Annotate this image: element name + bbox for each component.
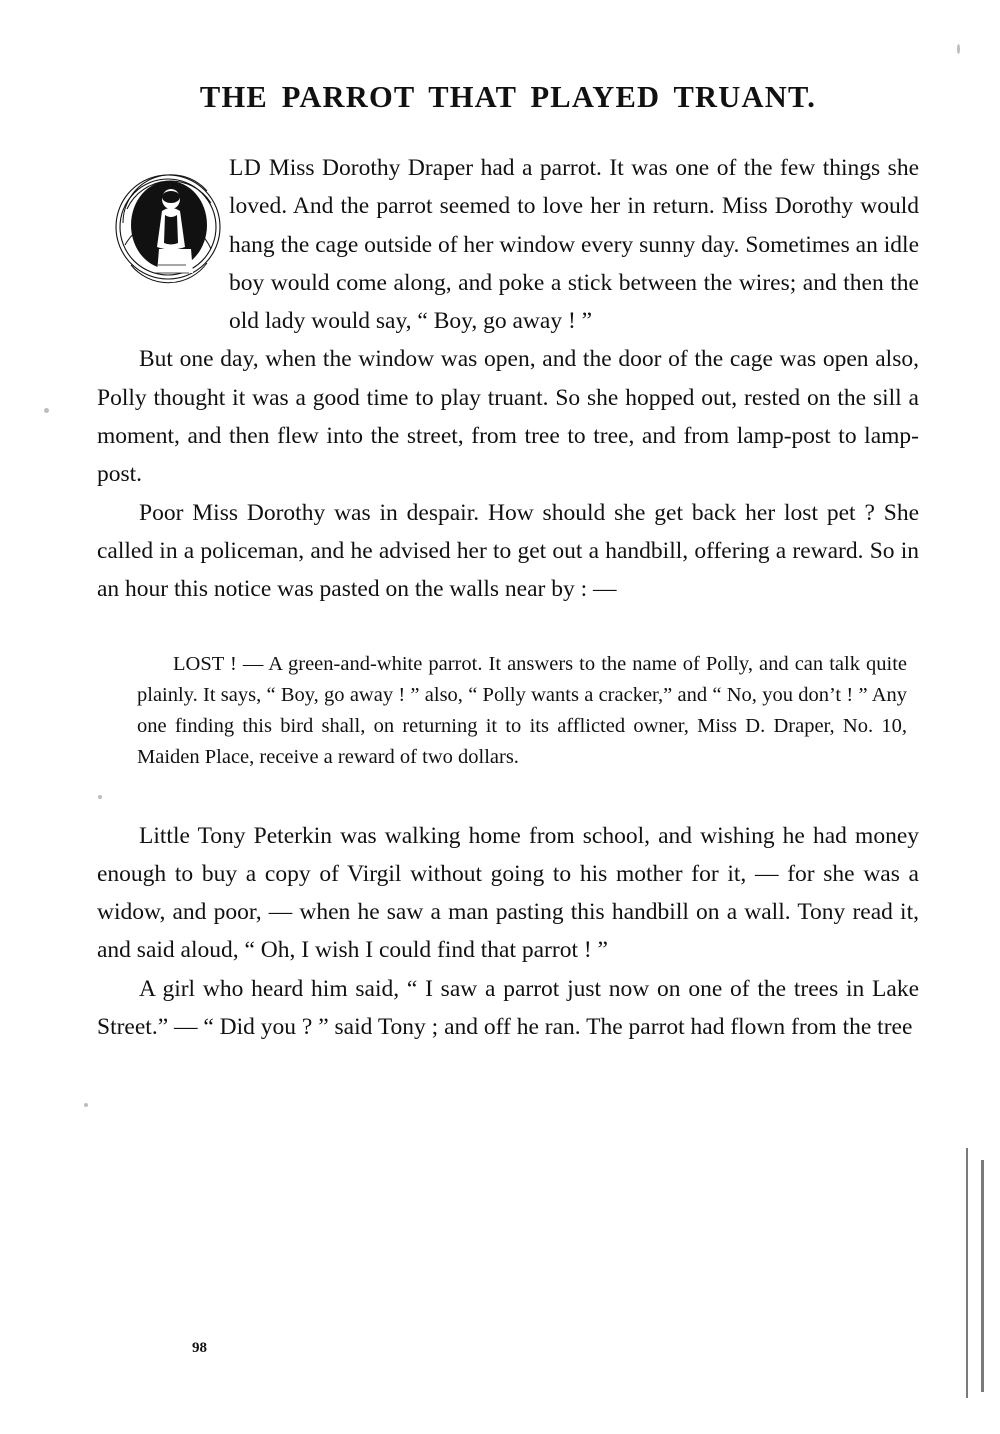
scan-speck (44, 408, 49, 413)
page-title: THE PARROT THAT PLAYED TRUANT. (199, 80, 817, 114)
scan-speck (957, 44, 960, 54)
notice-text: LOST ! — A green-and-white parrot. It answers to the name of Polly, and can talk quite plainly. It says, “ Boy, go away ! ” also, “ Polly wants a cracker,” and “ No, you don’t ! ” Any one finding this bird shall, on returning it to its afflicted owner, Miss D. Draper, No. 10, Maiden Place, receive a reward of two dollars. (137, 652, 907, 768)
paragraph: A girl who heard him said, “ I saw a parrot just now on one of the trees in Lake Street.” — “ Did you ? ” said Tony ; and off he ran. The parrot had flown from the tree (97, 975, 919, 1041)
paragraph: Poor Miss Dorothy was in despair. How should she get back her lost pet ? She called in a policeman, and he advised her to get out a handbill, offering a reward. So in an hour this notice was pasted on the walls near by : — (97, 499, 919, 603)
decorative-illuminated-initial (105, 153, 215, 303)
page-edge-artifact (981, 1160, 984, 1392)
section-gap (97, 773, 919, 817)
paragraph-lead-word: LD (229, 155, 262, 181)
medallion-woman-portrait-icon (115, 153, 221, 301)
page-number: 98 (192, 1340, 207, 1356)
notice-indent-spacer (137, 653, 173, 675)
paragraph: Little Tony Peterkin was walking home from school, and wishing he had money enough to buy a copy of Virgil without going to his mother for it, — for she was a widow, and poor, — when he saw a man pasting this handbill on a wall. Tony read it, and said aloud, “ Oh, I wish I could find that parrot ! ” (97, 822, 919, 964)
handbill-notice (97, 649, 919, 773)
scan-speck (84, 1103, 88, 1107)
page-content (97, 80, 919, 1046)
paragraph-text: Miss Dorothy Draper had a parrot. It was one of the few things she loved. And the parrot seemed to love her in return. Miss Dorothy would hang the cage outside of her window every sunny day. Sometimes an idle boy would come along, and poke a stick between the wires; and then the old lady would say, “ Boy, go away ! ” (229, 155, 919, 335)
page-edge-artifact (966, 1148, 968, 1398)
paragraph: But one day, when the window was open, and the door of the cage was open also, Polly thought it was a good time to play truant. So she hopped out, rested on the sill a moment, and then flew into the street, from tree to tree, and from lamp-post to lamp-post. (97, 346, 919, 488)
